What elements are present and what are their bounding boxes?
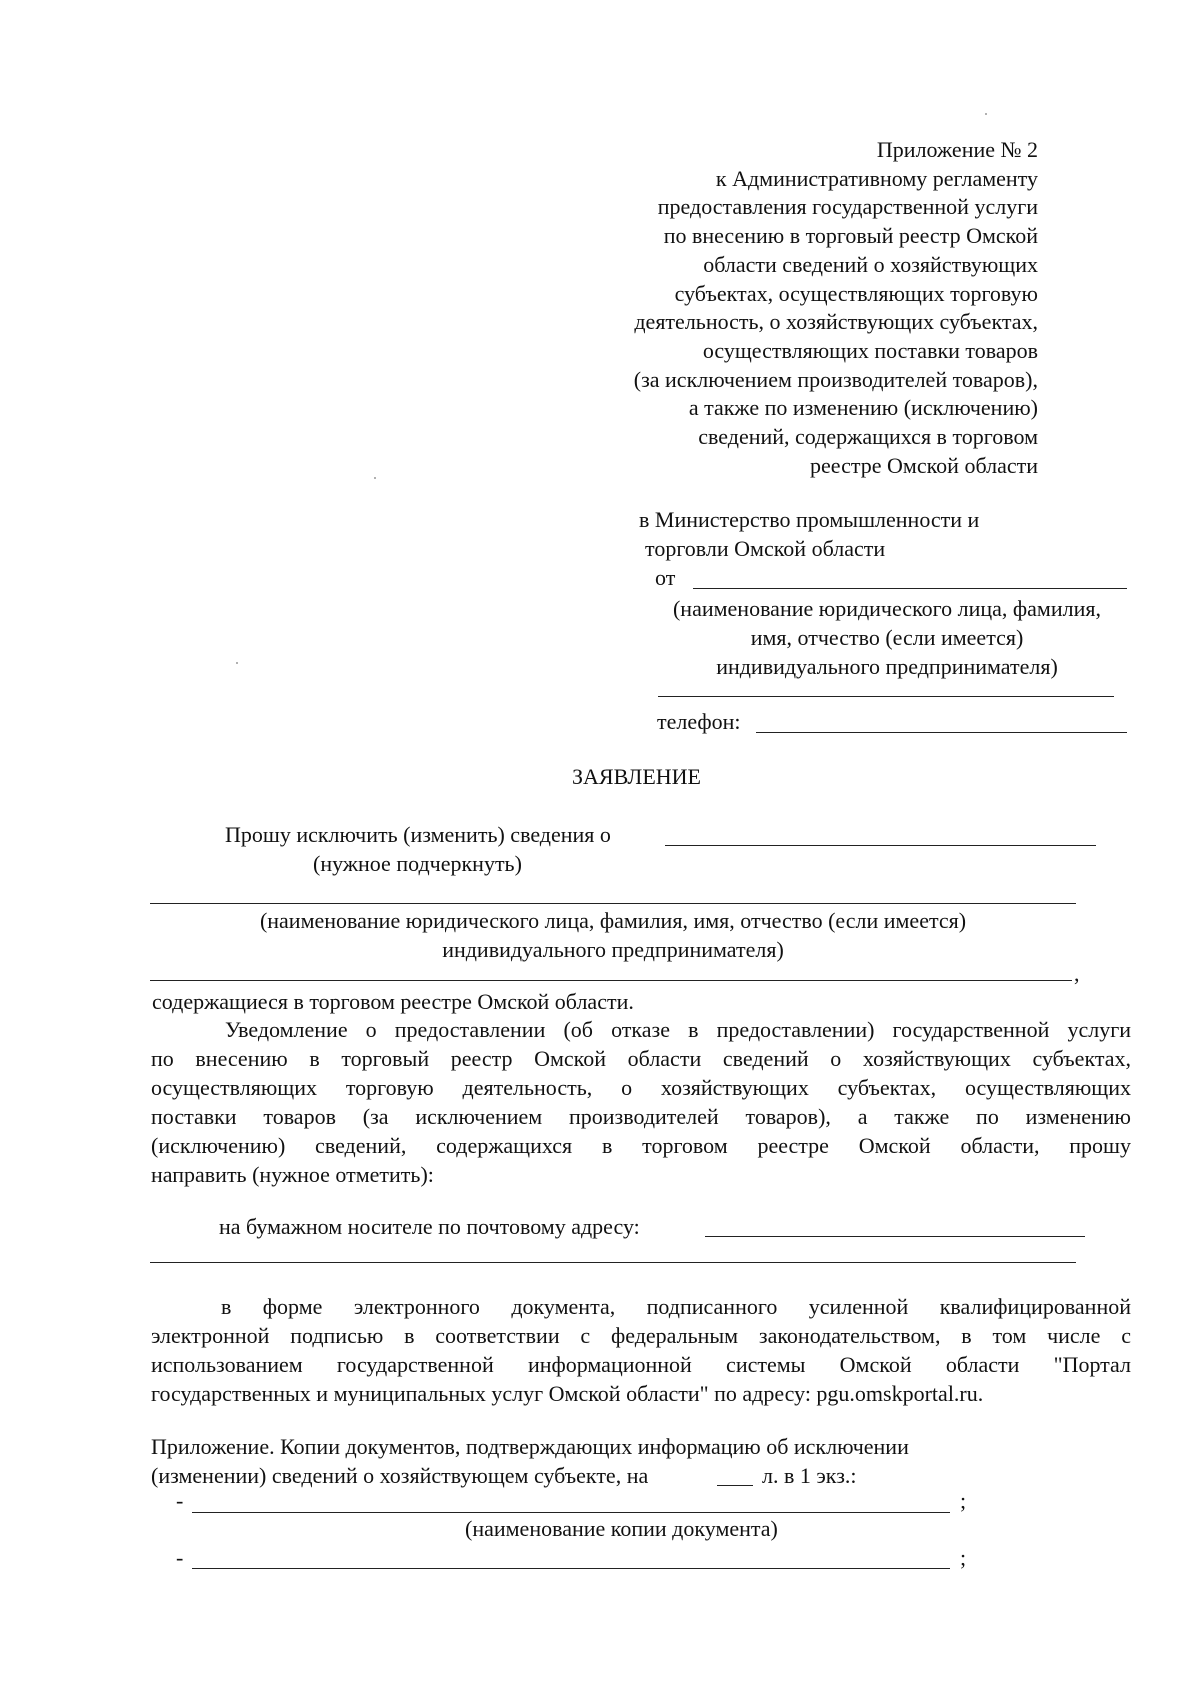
appendix-line: Приложение № 2 (876, 137, 1038, 162)
subject-caption-line: (наименование юридического лица, фамилия, имя, отчество (если имеется) (259, 908, 967, 933)
comma: , (1074, 961, 1080, 986)
document-title: ЗАЯВЛЕНИЕ (572, 764, 701, 789)
appendix-line: субъектах, осуществляющих торговую (674, 280, 1038, 306)
appendix-header (634, 136, 1038, 480)
notification-line: осуществляющих торговую деятельность, о хозяйствующих субъектах, осуществляющих (151, 1075, 1131, 1100)
attachment-caption: (наименование копии документа) (465, 1516, 778, 1541)
subject-caption-line: индивидуального предпринимателя) (442, 937, 784, 962)
appendix-line: деятельность, о хозяйствующих субъектах, (634, 309, 1038, 335)
option-electronic-line: государственных и муниципальных услуг Омской области" по адресу: pgu.omskportal.ru. (151, 1381, 984, 1406)
option-electronic-line: в форме электронного документа, подписанного усиленной квалифицированной (221, 1294, 1131, 1319)
from-field[interactable] (693, 588, 1127, 589)
addressee-ministry-2: торговли Омской области (645, 536, 886, 561)
attachment-line: (изменении) сведений о хозяйствующем субъекте, на (151, 1463, 649, 1488)
from-caption-line: имя, отчество (если имеется) (750, 625, 1024, 650)
list-semicolon: ; (960, 1545, 967, 1570)
request-hint: (нужное подчеркнуть) (313, 851, 522, 876)
appendix-line: к Административному регламенту (715, 165, 1038, 191)
list-dash: - (176, 1545, 184, 1570)
list-semicolon: ; (960, 1488, 967, 1513)
appendix-line: а также по изменению (исключению) (688, 395, 1038, 421)
appendix-line: осуществляющих поставки товаров (702, 337, 1038, 363)
phone-field[interactable] (756, 732, 1127, 733)
postal-address-field[interactable] (705, 1236, 1085, 1237)
attachment-line: Приложение. Копии документов, подтверждающих информацию об исключении (151, 1434, 909, 1459)
appendix-line: предоставления государственной услуги (657, 194, 1038, 220)
appendix-line: области сведений о хозяйствующих (703, 251, 1038, 277)
option-electronic-line: использованием государственной информационной системы Омской области "Портал (151, 1352, 1131, 1377)
page-count-field[interactable] (717, 1485, 753, 1486)
phone-label: телефон: (657, 709, 741, 734)
subject-details-field[interactable] (150, 980, 1072, 981)
attachment-item-field[interactable] (192, 1512, 950, 1513)
scan-speck (985, 113, 987, 115)
notification-line: (исключению) сведений, содержащихся в торговом реестре Омской области, прошу (151, 1133, 1131, 1158)
from-caption-line: (наименование юридического лица, фамилия, (672, 596, 1101, 621)
scan-speck (236, 662, 238, 664)
from-extra-field[interactable] (658, 696, 1114, 697)
appendix-line: сведений, содержащихся в торговом (698, 424, 1038, 450)
notification-line: Уведомление о предоставлении (об отказе в предоставлении) государственной услуги (225, 1017, 1131, 1042)
notification-line: направить (нужное отметить): (151, 1162, 434, 1187)
subject-name-field[interactable] (150, 903, 1076, 904)
attachment-suffix: л. в 1 экз.: (762, 1463, 857, 1488)
scan-speck (374, 477, 376, 479)
request-subject-field[interactable] (665, 845, 1096, 846)
from-label: от (655, 565, 676, 590)
appendix-line: по внесению в торговый реестр Омской (663, 223, 1038, 249)
list-dash: - (176, 1488, 184, 1513)
from-caption-line: индивидуального предпринимателя) (716, 654, 1058, 679)
request-text: Прошу исключить (изменить) сведения о (225, 822, 611, 847)
attachment-item-field[interactable] (192, 1568, 950, 1569)
appendix-line: реестре Омской области (810, 452, 1038, 478)
notification-line: поставки товаров (за исключением производителей товаров), а также по изменению (151, 1104, 1131, 1129)
contained-text: содержащиеся в торговом реестре Омской области. (152, 989, 634, 1014)
from-caption (640, 594, 1134, 681)
subject-name-caption (150, 906, 1076, 964)
addressee-ministry: в Министерство промышленности и (639, 507, 980, 532)
option-paper-text: на бумажном носителе по почтовому адресу: (219, 1214, 640, 1239)
appendix-line: (за исключением производителей товаров), (633, 366, 1038, 392)
postal-address-field-2[interactable] (150, 1262, 1076, 1263)
notification-line: по внесению в торговый реестр Омской области сведений о хозяйствующих субъектах, (151, 1046, 1131, 1071)
option-electronic-line: электронной подписью в соответствии с федеральным законодательством, в том числе с (151, 1323, 1131, 1348)
